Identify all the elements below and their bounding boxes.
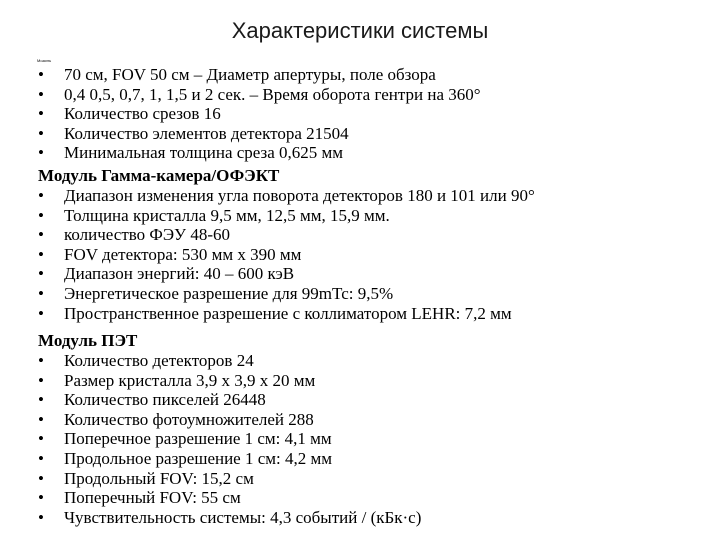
list-item bbox=[38, 488, 421, 508]
bullet-icon: • bbox=[38, 186, 44, 205]
bullet-icon: • bbox=[38, 488, 44, 508]
list-item-text: Толщина кристалла 9,5 мм, 12,5 мм, 15,9 мм. bbox=[64, 205, 390, 225]
list-item bbox=[38, 186, 535, 206]
pet-spec-list bbox=[38, 351, 421, 527]
list-item bbox=[38, 206, 535, 226]
list-item bbox=[38, 264, 535, 284]
list-item bbox=[38, 284, 535, 304]
bullet-icon: • bbox=[38, 390, 44, 410]
bullet-icon: • bbox=[38, 468, 44, 488]
list-item-text: Количество пикселей 26448 bbox=[64, 390, 266, 410]
list-item-text: 0,4 0,5, 0,7, 1, 1,5 и 2 сек. – Время оборота гентри на 360° bbox=[64, 84, 481, 104]
bullet-icon: • bbox=[38, 303, 44, 323]
page-title: Характеристики системы bbox=[231, 18, 489, 43]
bullet-icon: • bbox=[38, 370, 44, 390]
list-item-text: 70 см, FOV 50 см – Диаметр апертуры, поле обзора bbox=[64, 65, 436, 84]
list-item-text: Количество элементов детектора 21504 bbox=[64, 123, 349, 143]
list-item bbox=[38, 245, 535, 265]
list-item-text: Диапазон энергий: 40 – 600 кэВ bbox=[64, 264, 295, 284]
list-item bbox=[38, 304, 535, 324]
list-item-text: Чувствительность системы: 4,3 событий / (кБк·с) bbox=[64, 507, 422, 527]
bullet-icon: • bbox=[38, 351, 44, 370]
bullet-icon: • bbox=[38, 429, 44, 449]
bullet-icon: • bbox=[38, 123, 44, 143]
list-item-text: Продольное разрешение 1 см: 4,2 мм bbox=[64, 448, 333, 468]
bullet-icon: • bbox=[38, 65, 44, 84]
list-item bbox=[38, 104, 481, 124]
pet-module-heading: Модуль ПЭТ bbox=[38, 331, 138, 350]
list-item bbox=[38, 85, 481, 105]
gamma-module-heading: Модуль Гамма-камера/ОФЭКТ bbox=[38, 166, 280, 185]
list-item bbox=[38, 390, 421, 410]
bullet-icon: • bbox=[38, 225, 44, 245]
list-item-text: FOV детектора: 530 мм x 390 мм bbox=[64, 244, 302, 264]
system-spec-list bbox=[38, 65, 481, 163]
bullet-icon: • bbox=[38, 244, 44, 264]
list-item-text: Диапазон изменения угла поворота детекторов 180 и 101 или 90° bbox=[64, 186, 535, 205]
list-item bbox=[38, 410, 421, 430]
bullet-icon: • bbox=[38, 104, 44, 124]
list-item-text: Размер кристалла 3,9 x 3,9 x 20 мм bbox=[64, 370, 316, 390]
list-item bbox=[38, 351, 421, 371]
bullet-icon: • bbox=[38, 409, 44, 429]
list-item-text: Количество фотоумножителей 288 bbox=[64, 409, 314, 429]
list-item bbox=[38, 429, 421, 449]
bullet-icon: • bbox=[38, 205, 44, 225]
list-item-text: Энергетическое разрешение для 99mTc: 9,5% bbox=[64, 283, 394, 303]
list-item bbox=[38, 143, 481, 163]
list-item-text: Количество срезов 16 bbox=[64, 104, 221, 124]
list-item bbox=[38, 508, 421, 528]
list-item bbox=[38, 371, 421, 391]
list-item-text: Поперечное разрешение 1 см: 4,1 мм bbox=[64, 429, 332, 449]
bullet-icon: • bbox=[38, 264, 44, 284]
list-item bbox=[38, 449, 421, 469]
list-item-text: Пространственное разрешение с коллиматором LEHR: 7,2 мм bbox=[64, 303, 512, 323]
bullet-icon: • bbox=[38, 84, 44, 104]
list-item-text: Продольный FOV: 15,2 см bbox=[64, 468, 254, 488]
list-item-text: Количество детекторов 24 bbox=[64, 351, 254, 370]
list-item-text: Поперечный FOV: 55 см bbox=[64, 488, 241, 508]
gamma-spec-list bbox=[38, 186, 535, 323]
section-label-small: Модуль bbox=[37, 58, 52, 62]
list-item-text: Минимальная толщина среза 0,625 мм bbox=[64, 143, 344, 163]
bullet-icon: • bbox=[38, 507, 44, 527]
bullet-icon: • bbox=[38, 143, 44, 163]
list-item bbox=[38, 225, 535, 245]
list-item bbox=[38, 65, 481, 85]
list-item bbox=[38, 469, 421, 489]
list-item bbox=[38, 124, 481, 144]
bullet-icon: • bbox=[38, 283, 44, 303]
list-item-text: количество ФЭУ 48-60 bbox=[64, 225, 231, 245]
bullet-icon: • bbox=[38, 448, 44, 468]
